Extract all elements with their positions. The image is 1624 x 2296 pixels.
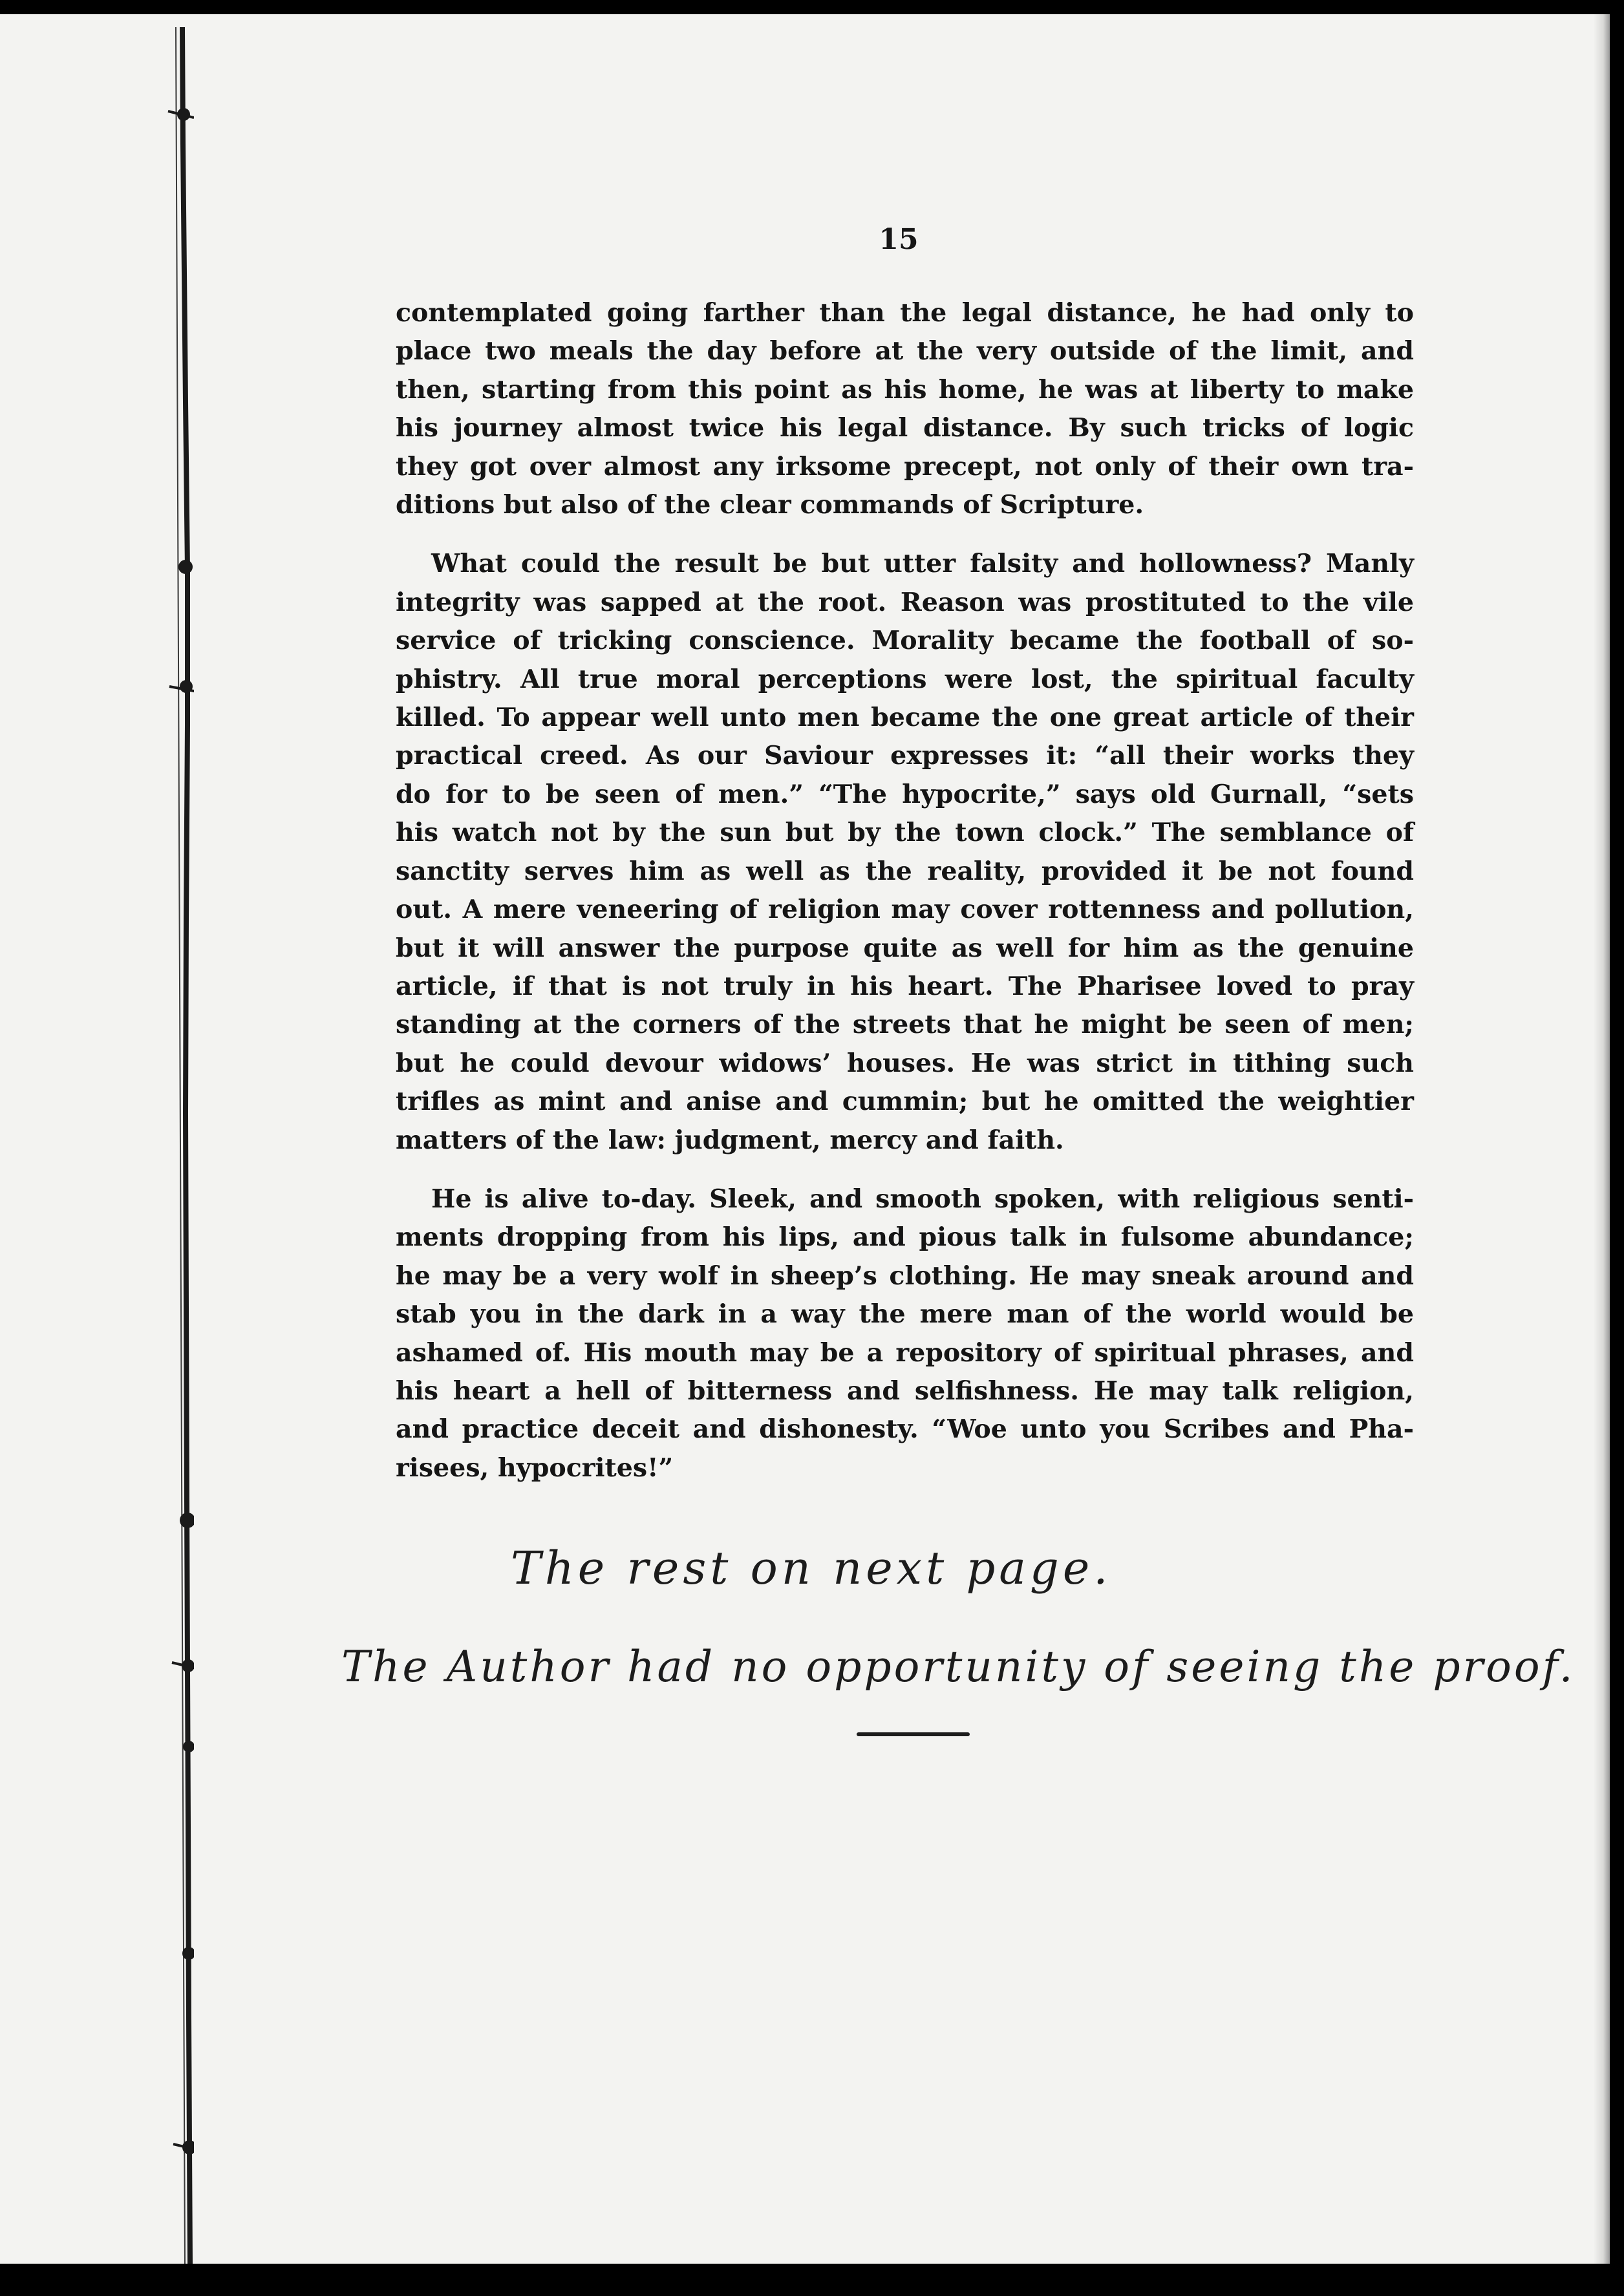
paper-edge xyxy=(1594,14,1610,2264)
handwritten-note: The rest on next page. xyxy=(511,1542,1112,1595)
text-line: article, if that is not truly in his heart. The Pharisee loved to pray xyxy=(396,971,1414,1001)
text-line: sanctity serves him as well as the reality, provided it be not found xyxy=(396,856,1414,886)
text-line: he may be a very wolf in sheep’s clothing. He may sneak around and xyxy=(396,1260,1414,1291)
text-line: then, starting from this point as his home, he was at liberty to make xyxy=(396,374,1414,405)
text-line: He is alive to-day. Sleek, and smooth spoken, with religious senti- xyxy=(431,1184,1414,1214)
text-line: ments dropping from his lips, and pious talk in fulsome abundance; xyxy=(396,1222,1414,1253)
text-line: What could the result be but utter falsity and hollowness? Manly xyxy=(431,549,1414,579)
text-line: matters of the law: judgment, mercy and faith. xyxy=(396,1125,1064,1155)
text-line: ditions but also of the clear commands of Scripture. xyxy=(396,490,1144,520)
paragraph xyxy=(396,1180,1414,1487)
text-line: service of tricking conscience. Morality became the football of so- xyxy=(396,626,1414,656)
text-line: integrity was sapped at the root. Reason was prostituted to the vile xyxy=(396,587,1414,617)
page-number: 15 xyxy=(879,223,919,256)
text-line: contemplated going farther than the legal distance, he had only to xyxy=(396,298,1414,328)
binding-stitch xyxy=(0,14,194,2264)
text-line: standing at the corners of the streets that he might be seen of men; xyxy=(396,1010,1414,1040)
body-text xyxy=(396,294,1414,1487)
paragraph xyxy=(396,294,1414,524)
paragraph xyxy=(396,545,1414,1160)
text-line: they got over almost any irksome precept, not only of their own tra- xyxy=(396,451,1414,482)
text-line: and practice deceit and dishonesty. “Woe unto you Scribes and Pha- xyxy=(396,1414,1414,1445)
handwritten-rule xyxy=(857,1732,970,1736)
text-line: place two meals the day before at the very outside of the limit, and xyxy=(396,336,1414,367)
text-line: killed. To appear well unto men became the one great article of their xyxy=(396,703,1414,733)
text-line: phistry. All true moral perceptions were lost, the spiritual faculty xyxy=(396,664,1414,694)
text-line: but it will answer the purpose quite as well for him as the genuine xyxy=(396,933,1414,963)
text-line: stab you in the dark in a way the mere man of the world would be xyxy=(396,1299,1414,1330)
handwritten-note: The Author had no opportunity of seeing the proof. xyxy=(341,1642,1576,1692)
text-line: risees, hypocrites!” xyxy=(396,1452,674,1483)
text-line: ashamed of. His mouth may be a repository of spiritual phrases, and xyxy=(396,1337,1414,1368)
text-line: out. A mere veneering of religion may cover rottenness and pollution, xyxy=(396,895,1414,925)
text-line: practical creed. As our Saviour expresses it: “all their works they xyxy=(396,741,1414,771)
text-line: but he could devour widows’ houses. He was strict in tithing such xyxy=(396,1048,1414,1078)
text-line: trifles as mint and anise and cummin; but he omitted the weightier xyxy=(396,1087,1414,1117)
text-line: his watch not by the sun but by the town clock.” The semblance of xyxy=(396,818,1414,848)
text-line: do for to be seen of men.” “The hypocrite,” says old Gurnall, “sets xyxy=(396,779,1414,809)
text-line: his heart a hell of bitterness and selfishness. He may talk religion, xyxy=(396,1376,1414,1406)
text-line: his journey almost twice his legal distance. By such tricks of logic xyxy=(396,413,1414,443)
